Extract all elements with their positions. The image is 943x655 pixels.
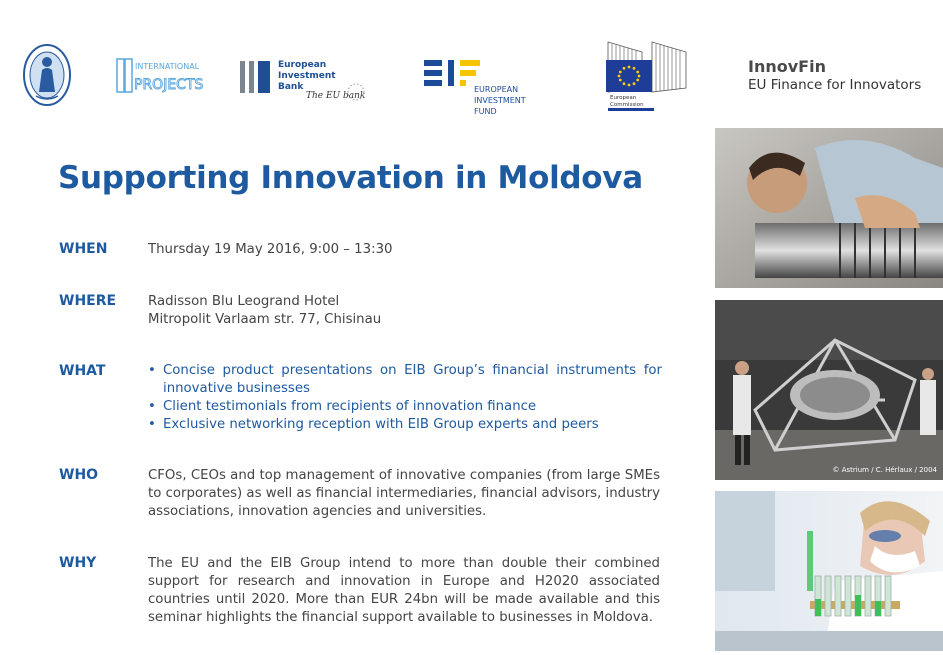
photo-caption: © Astrium / C. Hérlaux / 2004 — [832, 466, 937, 474]
innovfin-title: InnovFin — [748, 57, 826, 76]
who-text: CFOs, CEOs and top management of innovative companies (from large SMEs to corporates) as well as financial intermediaries, financial advisors, industry associations, innovation agencies and universities. — [148, 468, 661, 519]
european-commission-logo — [586, 40, 694, 114]
where-line2: Mitropolit Varlaam str. 77, Chisinau — [148, 312, 382, 327]
what-item-1: Concise product presentations on EIB Group’s financial instruments for innovative businesses — [163, 363, 662, 396]
what-item-3: Exclusive networking reception with EIB Group experts and peers — [163, 417, 599, 432]
ec-line1: European — [610, 95, 637, 101]
innovfin-logo — [748, 58, 938, 98]
eib-logo — [240, 58, 365, 106]
when-label: WHEN — [59, 241, 108, 257]
ec-line2: Commission — [610, 102, 644, 108]
list-item: • Client testimonials from recipients of innovation finance — [148, 399, 537, 414]
list-item: • Concise product presentations on EIB Group’s financial instruments for innovative businesses — [148, 363, 662, 396]
photo-satellite-lab — [715, 300, 943, 480]
where-line1: Radisson Blu Leogrand Hotel — [148, 294, 340, 309]
what-label: WHAT — [59, 363, 106, 379]
why-label: WHY — [59, 555, 97, 571]
innovfin-subtitle: EU Finance for Innovators — [748, 77, 922, 93]
photo-engineer — [715, 128, 943, 288]
eib-line3: Bank — [278, 82, 304, 92]
why-text: The EU and the EIB Group intend to more than double their combined support for research and innovation in Europe and H2020 associated countries until 2020. More than EUR 24bn will be made available and this seminar highlights the financial support available to businesses in Moldova. — [148, 556, 660, 625]
eib-tagline: The EU bank — [306, 91, 366, 101]
academy-seal-icon — [22, 42, 72, 108]
eif-line1: EUROPEAN — [474, 85, 519, 94]
list-item: • Exclusive networking reception with EIB Group experts and peers — [148, 417, 599, 432]
what-item-2: Client testimonials from recipients of innovation finance — [163, 399, 537, 414]
what-list — [148, 362, 662, 434]
eib-line1: European — [278, 60, 327, 70]
when-text: Thursday 19 May 2016, 9:00 – 13:30 — [148, 242, 393, 257]
page-title: Supporting Innovation in Moldova — [58, 160, 643, 196]
where-label: WHERE — [59, 293, 117, 309]
photo-scientist — [715, 491, 943, 651]
academy-logo — [22, 42, 72, 108]
eif-line2: INVESTMENT — [474, 96, 526, 105]
where-block — [148, 293, 660, 329]
eu-flag-icon — [606, 60, 652, 92]
eib-line2: Investment — [278, 71, 336, 81]
intl-projects-line2: PROJECTS — [134, 77, 204, 93]
who-label: WHO — [59, 467, 99, 483]
international-projects-logo — [115, 56, 204, 96]
eif-logo — [424, 58, 534, 120]
eif-line3: FUND — [474, 107, 497, 116]
intl-projects-line1: INTERNATIONAL — [135, 62, 200, 71]
